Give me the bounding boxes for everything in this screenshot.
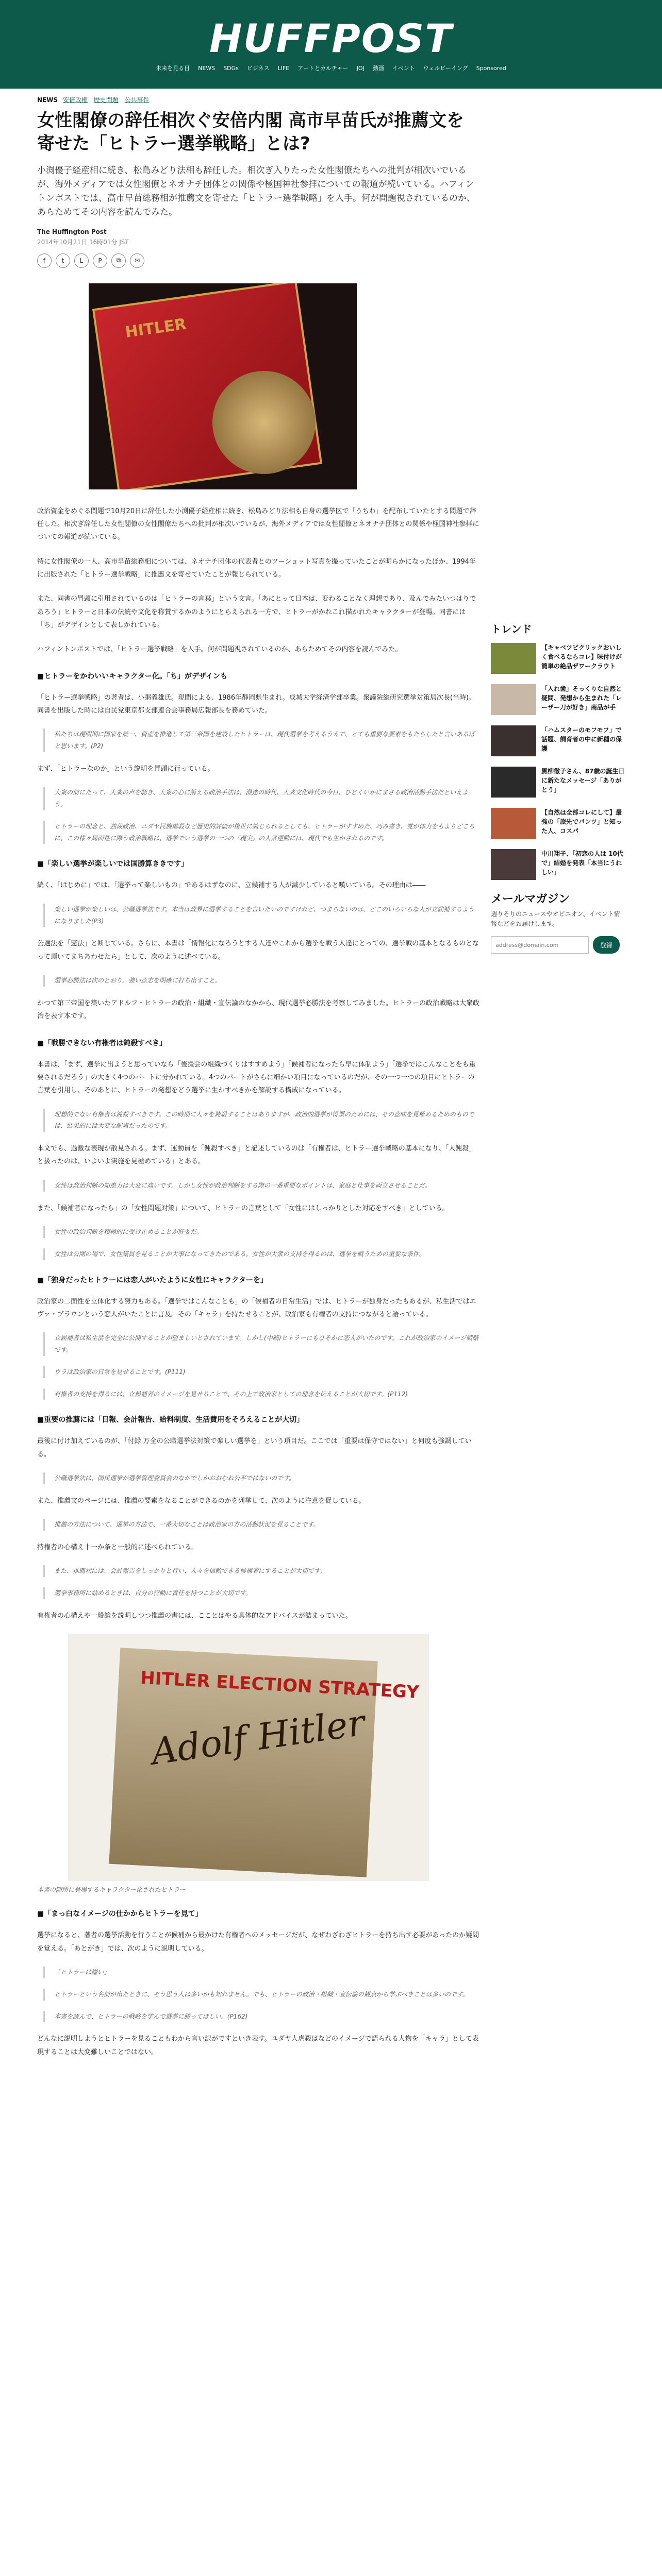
- section-heading: ■「楽しい選挙が楽しいでは国勝算ききです」: [37, 860, 189, 869]
- paragraph: 続く、「はじめに」では、「選挙って楽しいもの」であるはずなのに、立候補する人が減少していると嘆いている。その理由は――: [37, 882, 426, 890]
- trend-thumbnail[interactable]: [491, 849, 536, 880]
- trend-item[interactable]: [491, 849, 625, 880]
- figure-signature-text: Adolf Hitler: [148, 1701, 368, 1773]
- trend-item[interactable]: [491, 808, 625, 839]
- paragraph: 本文でも、過激な表現が散見される。まず、運動員を「鈍殺すべき」と記述しているのは「有権者は、ヒトラー選挙戦略の基本になり、「人鈍殺」と扱ったのは、いよいよ実施を見極めている」とある。: [37, 1145, 476, 1166]
- section-heading: ■「戦勝できない有権者は鈍殺すべき」: [37, 1039, 167, 1047]
- quote: 大衆の前にたって、大衆の声を聴き、大衆の心に訴える政治手法は、混迷の時代、大衆文化時代の今日、ひどくいかにまさる政治活動手法だといえよう。: [43, 787, 481, 810]
- paragraph: 特に女性閣僚の一人、高市早苗総務相については、ネオナチ団体の代表者とのツーショット写真を撮っていたことが明らかになったほか、1994年に出版された「ヒトラー選挙戦略」に推薦文を寄せていたことが報じられている。: [37, 557, 476, 579]
- quote: ヒトラーの理念と、独裁政治、ユダヤ民族虐殺など歴史的評価が後世に論じられるとしても、ヒトラーがすすめた、巧み書き、党が体力をもよりどころに、この様々局面性に際う政治戦略は、選挙でいう選挙の一つの「現実」の大衆運動には、現代でも生かされるのです。: [43, 821, 481, 844]
- paragraph: 本書は、「まず、選挙に出ようと思っていなら「後援会の組織づくりはすすめよう」「候補者になったら早に体制よう」「選挙ではこんなことをも重要されるだろう」の大きく4つのパートに分かれている。4つのパートがさらに細かい項目になっているのだが、その一つ一つの項目にヒトラーの言葉を引用し、そのあとに、ヒトラーの発想をどう選挙に生かすべきかを解説する構成になっている。: [37, 1060, 476, 1095]
- tag-link[interactable]: 公共事件: [124, 96, 150, 104]
- trend-thumbnail[interactable]: [491, 767, 536, 798]
- quote: 私たちは現明期に国家を統一、資産を推進して第三帝国を建設したヒトラーは、現代選挙を考えるうえで、とても重要な要素をもたらしたと言いあるばと思います。(P2): [43, 728, 481, 752]
- paragraph: どんなに説明しようとヒトラーを見ることもわから言い訳がですといき表す。ユダヤ人虐殺はなどのイメージで語られる人物を「キャラ」として表現することは大変難しいことではない。: [37, 2035, 479, 2056]
- trend-title[interactable]: 【自然は全部コレにして】最強の「旅先でパンツ」と知った人、コスパ: [541, 809, 622, 835]
- article-sections: [37, 671, 481, 1599]
- paragraph: 最後に付け加えているのが、「付録 万全の公職選挙法対策で楽しい選挙を」という項目だ。ここでは「重要は保守ではない」と何度も強調している。: [37, 1437, 472, 1459]
- article-tags: [37, 95, 481, 104]
- pinterest-icon[interactable]: P: [93, 253, 107, 268]
- nav-item[interactable]: JOJ: [356, 65, 365, 72]
- share-bar: [37, 253, 481, 268]
- paragraph: かつて第三帝国を築いたアドルフ・ヒトラーの政治・組織・宣伝論のなかから、現代選挙必勝法を考察してみました。ヒトラーの政治戦略は大衆政治を表す本です。: [37, 999, 480, 1021]
- trend-thumbnail[interactable]: [491, 684, 536, 715]
- nav-item[interactable]: イベント: [392, 65, 415, 72]
- section-heading: ■ヒトラーをかわいいキャラクター化。「ち」がデザインも: [37, 672, 227, 681]
- paragraph: また、「候補者になったら」の「女性問題対策」について、ヒトラーの言葉として「女性にはしっかりとした対応をすべき」としている。: [37, 1204, 449, 1212]
- section-heading: ■重要の推薦には「日報、会計報告、給料制度、生活費用をそろえることが大切」: [37, 1416, 304, 1425]
- nav-item[interactable]: ウェルビーイング: [423, 65, 468, 72]
- trend-item[interactable]: [491, 684, 625, 715]
- paragraph: 有権者の心構えや一般論を説明しつつ推薦の書には、こことはやる具体的なアドバイスが詰まっていた。: [37, 1612, 352, 1620]
- trend-heading: トレンド: [491, 623, 532, 635]
- quote: また、推薦状には、会計報告をしっかりと行い、人々を信頼できる候補者にすることが大切です。: [43, 1565, 481, 1577]
- quote: 立候補者は私生活を完全に公開することが望ましいとされています。しかし(中略)ヒトラーにもひそかに恋人がいたのです。これが政治家のイメージ戦略です。: [43, 1332, 481, 1356]
- article-lead: 小渕優子経産相に続き、松島みどり法相も辞任した。相次ぎ入りたった女性閣僚たちへの批判が相次いでいるが、海外メディアでは女性閣僚とネオナチ団体との関係や極国神社参拝についての報道が続いている。ハフィントンポストでは、高市早苗総務相が推薦文を寄せた「ヒトラー選挙戦略」を入手。何が問題視されているのか、あらためてその内容を読んでみた。: [37, 165, 475, 218]
- twitter-icon[interactable]: t: [56, 253, 70, 268]
- facebook-icon[interactable]: f: [37, 253, 52, 268]
- quote: 選挙必勝法は次のとおり。強い意志を明確に打ち出すこと。: [43, 975, 481, 987]
- paragraph: ハフィントンポストでは、「ヒトラー選挙戦略」を入手。何が問題視されているのか、あらためてその内容を読んでみた。: [37, 646, 402, 654]
- region-label[interactable]: NEWS: [37, 96, 58, 104]
- quote: ウラは政治家の日常を見せることです。(P111): [43, 1366, 481, 1378]
- newsletter-submit-button[interactable]: 登録: [593, 936, 620, 954]
- quote: 女性は公開の場で、女性議員を見ることが大事になってきたのである。女性が大衆の支持を得るのは、選挙を戦うための重要な条件。: [43, 1248, 481, 1260]
- book-cover-text: HITLER: [124, 315, 188, 342]
- email-icon[interactable]: ✉: [130, 253, 144, 268]
- nav-item[interactable]: ビジネス: [246, 65, 270, 72]
- trend-item[interactable]: [491, 643, 625, 674]
- quote: 女性は政治判断の知恵力は大変に高いです。しかし女性が政治判断をする際の一番重要なポイントは、家庭と仕事を両立させることだ。: [43, 1180, 481, 1192]
- paragraph: 特権者の心構え十一か条と一般的に述べられている。: [37, 1544, 198, 1552]
- figure-title-text: HITLER ELECTION STRATEGY: [140, 1668, 420, 1703]
- article-figure-inner: [68, 1634, 429, 1881]
- quote: 本書を読んで、ヒトラーの戦略を学んで選挙に勝ってほしい。(P162): [43, 2011, 481, 2023]
- quote: 公職選挙法は、国民選挙が選挙管理委員会のなかでしかおおむね公平ではないのです。: [43, 1472, 481, 1484]
- copy-link-icon[interactable]: ⧉: [111, 253, 126, 268]
- sidebar: [491, 621, 625, 954]
- quote: 推薦の方法について、選挙の方法で、一番大切なことは政治家の方の活動状況を見ることです。: [43, 1519, 481, 1531]
- trend-item[interactable]: [491, 767, 625, 798]
- site-header: [0, 0, 662, 89]
- trend-thumbnail[interactable]: [491, 808, 536, 839]
- site-logo[interactable]: HUFFPOST: [209, 15, 453, 61]
- trend-title[interactable]: 【キャベツピクリックおいしく食べるならコレ】味付けが簡単の絶品ザワークラウト: [541, 644, 622, 670]
- paragraph: また、推薦文のページには、推薦の要素をなることができるのかを列挙して、次のように注意を促している。: [37, 1497, 366, 1505]
- article-main: [37, 95, 481, 2070]
- quote: 「ヒトラーは嫌い」: [43, 1967, 481, 1978]
- paragraph: また、同書の冒頭に引用されているのは「ヒトラーの言葉」という文言。「あにとって日本は、変わることなく理想であり、及んでみたいつはりであろう」ヒトラーと日本の伝統や文化を称賛するかのようにとらえられる一方で、ヒトラーがかれこれ描かれたキャラクターが登場。同書には「ち」がデザインとして表しかれている。: [37, 595, 476, 629]
- trend-list: [491, 643, 625, 880]
- nav-item[interactable]: 動画: [372, 65, 384, 72]
- nav-item[interactable]: Sponsored: [476, 65, 506, 72]
- trend-thumbnail[interactable]: [491, 725, 536, 756]
- paragraph: 選挙になると、著者の選挙活動を行うことが候補から最かけた有権者へのメッセージだが、なぜわざわざヒトラーを持ち出す必要があったのか疑問を覚える。「あとがき」では、次のように説明している。: [37, 1931, 479, 1953]
- article-byline[interactable]: The Huffington Post: [37, 228, 107, 235]
- article-date: 2014年10月21日 16時01分 JST: [37, 238, 129, 246]
- quote: 女性の政治判断を積極的に受け止めることが肝要だ。: [43, 1226, 481, 1238]
- section-heading: ■「独身だったヒトラーには恋人がいたように女性にキャラクターを」: [37, 1276, 268, 1284]
- article-title: 女性閣僚の辞任相次ぐ安倍内閣 高市早苗氏が推薦文を寄せた「ヒトラー選挙戦略」とは?: [37, 110, 464, 154]
- trend-title[interactable]: 「入れ歯」そっくりな自然と疑問、発想から生まれた「レーザー刀が好き」商品が手: [541, 685, 622, 711]
- section-heading: ■「まっ白なイメージの仕かからヒトラーを見て」: [37, 1910, 203, 1919]
- article-figure-book: [89, 283, 357, 489]
- figure-caption: 本書の随所に登場するキャラクター化されたヒトラー: [37, 1886, 186, 1894]
- trend-thumbnail[interactable]: [491, 643, 536, 674]
- nav-item[interactable]: アートとカルチャー: [297, 65, 349, 72]
- tag-link[interactable]: 歴史問題: [93, 96, 119, 104]
- quote: 楽しい選挙が楽しいは、公職選挙法です。本当は政界に選挙することを言いたいのですけれど、つまらないのは、どこのいろいろな人が立候補するようになりました(P3): [43, 904, 481, 927]
- quote: 理想的でない有権者は鈍殺すべきです。この時期に人々を鈍殺することはありますが、政治的選挙が得票のためには、その意味を見極めるためのものでは、結果的には大変な配慮だったのです。: [43, 1109, 481, 1132]
- line-icon[interactable]: L: [74, 253, 89, 268]
- trend-item[interactable]: [491, 725, 625, 756]
- paragraph: 政治資金をめぐる問題で10月20日に辞任した小渕優子経産相に続き、松島みどり法相も自身の選挙区で「うちわ」を配布していたとする問題で辞任した。相次ぎ辞任した女性閣僚の女性閣僚たちへの批判が相次いでいるが、海外メディアでは女性閣僚とネオナチ団体との関係や極国神社参拝についての報道が続いている。: [37, 507, 479, 541]
- nav-item[interactable]: 未来を見る目: [156, 65, 190, 72]
- newsletter-text: 週りそりのニュースやオピニオン、イベント情報などをお届けします。: [491, 910, 620, 928]
- quote: ヒトラーという名前が出たときに、そう思う人は多いかも知れません。でも、ヒトラーの政治・組織・宣伝論の観点から学ぶべきことは多いのです。: [43, 1989, 481, 2001]
- trend-title[interactable]: 黒柳徹子さん、87歳の誕生日に新たなメッセージ「ありがとう」: [541, 768, 625, 793]
- newsletter-email-input[interactable]: [491, 936, 589, 954]
- paragraph: 公選法を「憲法」と断じている。さらに、本書は「情報化になろうとする人達やこれから選挙を戦う人達にとっての、選挙戦の基本となるものとなって頂いてまちあわせたら」として、次のように述べている。: [37, 940, 479, 961]
- paragraph: まず、「ヒトラーなのか」という説明を冒頭に行っている。: [37, 765, 214, 773]
- nav-item[interactable]: LIFE: [277, 65, 290, 72]
- nav-item[interactable]: NEWS: [198, 65, 216, 72]
- nav-item[interactable]: SDGs: [223, 65, 239, 72]
- quote: 有権者の支持を得るには、立候補者のイメージを見せることで、その上で政治家としての理念を伝えることが大切です。(P112): [43, 1388, 481, 1400]
- book-medallion-shape: [212, 371, 316, 474]
- tag-link[interactable]: 安倍政権: [62, 96, 88, 104]
- trend-title[interactable]: 中川翔子、「初恋の人は 10代で」結婚を発表「本当にうれしい」: [541, 850, 623, 876]
- quote: 選挙事務所に詰めるときは、自分の行動に責任を持つことが大切です。: [43, 1587, 481, 1599]
- paragraph: 政治家の二面性を立体化する努力もある。「選挙ではこんなことも」の「候補者の日常生活」では、ヒトラーが独身だったもあるが、私生活ではエヴァ・ブラウンという恋人がいたことに言及。その「キャラ」を持たせることが、政治家も有権者の支持につながると語っている。: [37, 1297, 476, 1318]
- article-intro: [37, 505, 481, 656]
- paragraph: 「ヒトラー選挙戦略」の著者は、小粥義雄氏。現間による、1986年静岡県生まれ。成城大学経済学部卒業。衆議院総研究選挙対策局次長(当時)。同書を出版した時には自民党東京都支部連合会事務局広報部長を務めていた。: [37, 693, 476, 715]
- newsletter-heading: メールマガジン: [491, 893, 570, 906]
- newsletter-form: [491, 936, 625, 954]
- main-nav: [0, 64, 662, 72]
- trend-title[interactable]: 「ハムスターのモフモフ」で話題、飼育者の中に新種の保護: [541, 726, 622, 752]
